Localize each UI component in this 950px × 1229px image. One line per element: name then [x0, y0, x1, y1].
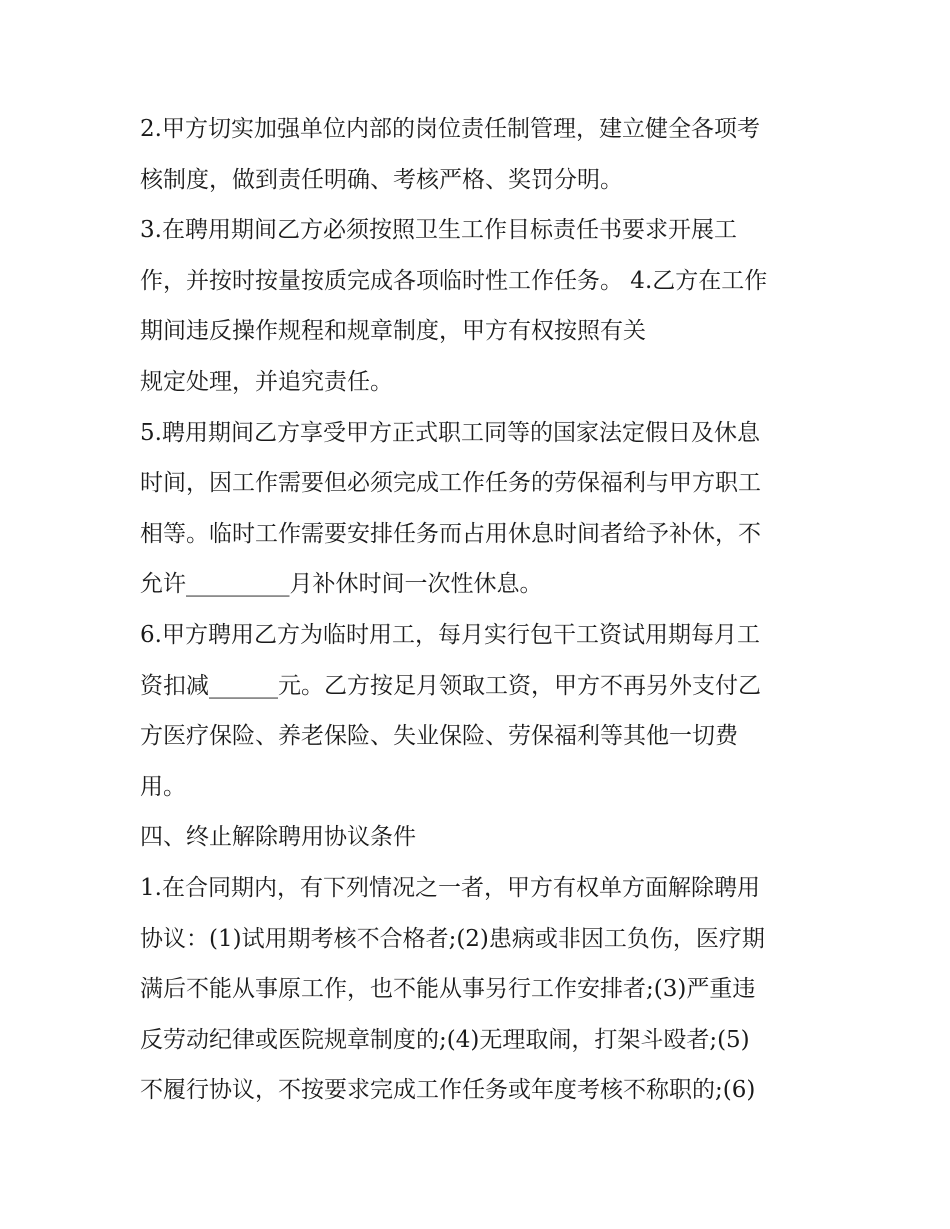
text-line-8: 时间，因工作需要但必须完成工作任务的劳保福利与甲方职工	[140, 470, 761, 497]
text-line-4: 作，并按时按量按质完成各项临时性工作任务。 4.乙方在工作	[140, 267, 768, 294]
text-line-10: 允许_________月补休时间一次性休息。	[140, 571, 543, 598]
text-line-14: 用。	[140, 773, 186, 800]
text-line-6: 规定处理，并追究责任。	[140, 368, 393, 395]
text-line-13: 方医疗保险、养老保险、失业保险、劳保福利等其他一切费	[140, 723, 738, 750]
text-line-19: 反劳动纪律或医院规章制度的;(4)无理取闹，打架斗殴者;(5)	[140, 1026, 750, 1053]
text-line-11: 6.甲方聘用乙方为临时用工，每月实行包干工资试用期每月工	[140, 621, 760, 648]
text-line-16: 1.在合同期内，有下列情况之一者，甲方有权单方面解除聘用	[140, 874, 760, 901]
text-line-18: 满后不能从事原工作，也不能从事另行工作安排者;(3)严重违	[140, 976, 756, 1003]
text-line-1: 2.甲方切实加强单位内部的岗位责任制管理，建立健全各项考	[140, 116, 760, 142]
document-body	[140, 104, 830, 1116]
text-line-17: 协议：(1)试用期考核不合格者;(2)患病或非因工负伤，医疗期	[140, 925, 765, 952]
section-heading: 四、终止解除聘用协议条件	[140, 824, 416, 851]
text-line-2: 核制度，做到责任明确、考核严格、奖罚分明。	[140, 166, 623, 193]
text-line-3: 3.在聘用期间乙方必须按照卫生工作目标责任书要求开展工	[140, 217, 737, 244]
text-line-7: 5.聘用期间乙方享受甲方正式职工同等的国家法定假日及休息	[140, 419, 760, 446]
text-line-9: 相等。临时工作需要安排任务而占用休息时间者给予补休，不	[140, 520, 761, 547]
text-line-20: 不履行协议，不按要求完成工作任务或年度考核不称职的;(6)	[140, 1077, 756, 1104]
text-line-5: 期间违反操作规程和规章制度，甲方有权按照有关	[140, 318, 646, 345]
text-line-12: 资扣减______元。乙方按足月领取工资，甲方不再另外支付乙	[140, 672, 761, 699]
